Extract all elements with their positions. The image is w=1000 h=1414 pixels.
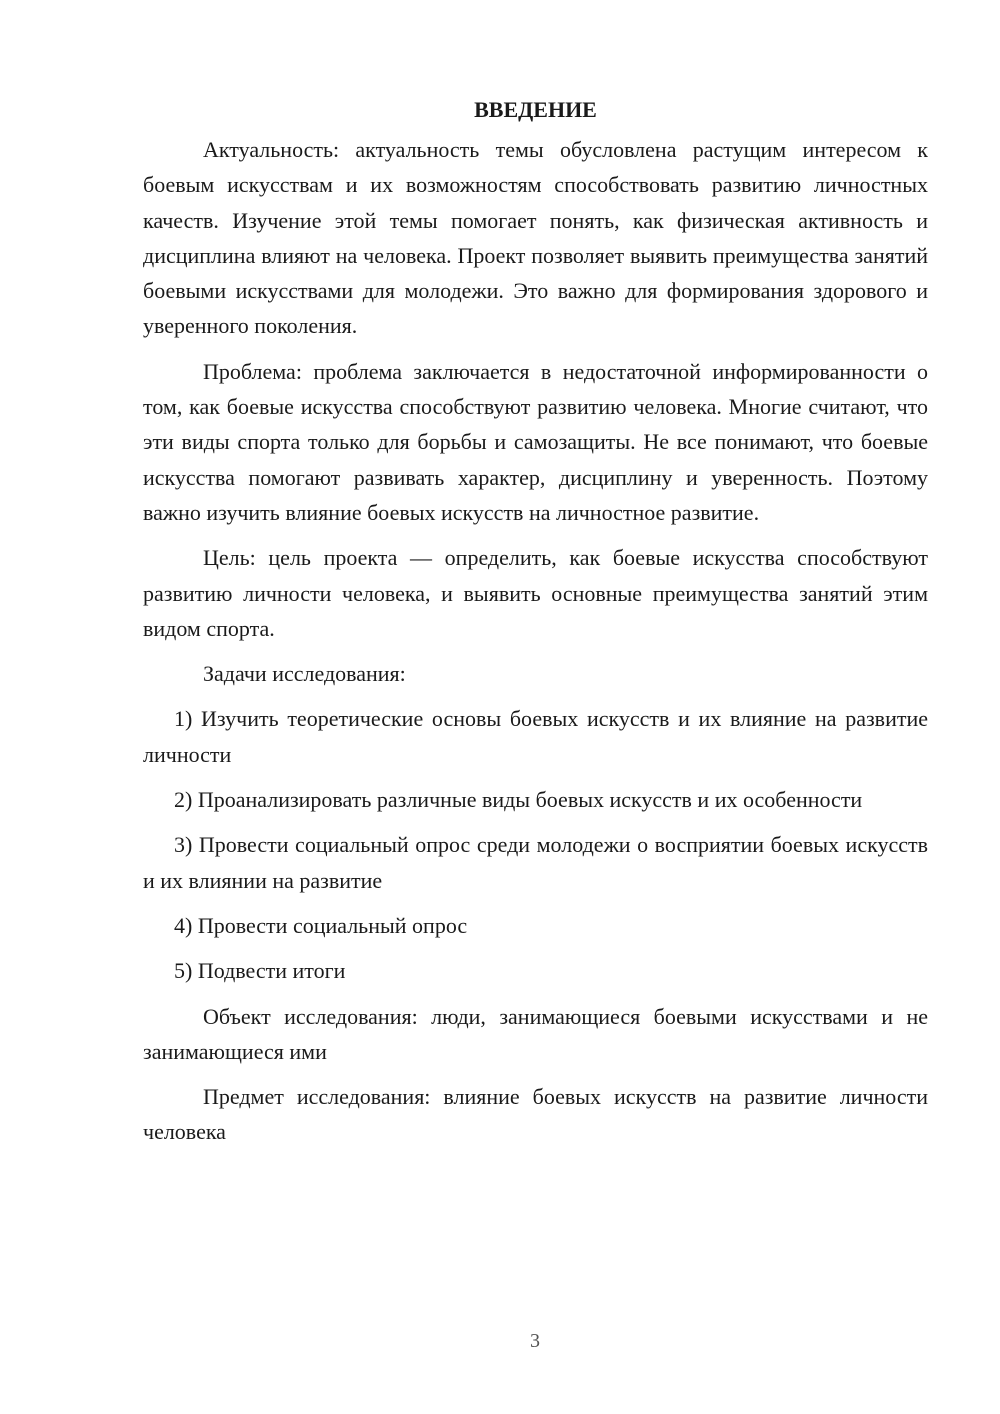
task-item-1: 1) Изучить теоретические основы боевых искусств и их влияние на развитие личности <box>143 706 928 767</box>
section-heading: ВВЕДЕНИЕ <box>474 97 597 122</box>
tasks-heading: Задачи исследования: <box>203 661 406 687</box>
relevance-paragraph: Актуальность: актуальность темы обусловлена растущим интересом к боевым искусствам и их возможностям способствовать развитию личностных качеств. Изучение этой темы помогает понять, как физическая активность и дисциплина влияют на человека. Проект позволяет выявить преимущества занятий боевыми искусствами для молодежи. Это важно для формирования здорового и уверенного поколения. <box>143 137 928 339</box>
document-page <box>143 92 928 1160</box>
page-number: 3 <box>530 1330 540 1352</box>
task-item-2: 2) Проанализировать различные виды боевых искусств и их особенности <box>174 787 863 813</box>
task-item-3: 3) Провести социальный опрос среди молодежи о восприятии боевых искусств и их влиянии на развитие <box>143 832 928 893</box>
object-paragraph: Объект исследования: люди, занимающиеся боевыми искусствами и не занимающиеся ими <box>143 1003 928 1064</box>
task-item-5: 5) Подвести итоги <box>174 958 346 984</box>
subject-paragraph: Предмет исследования: влияние боевых искусств на развитие личности человека <box>143 1084 928 1145</box>
goal-paragraph: Цель: цель проекта — определить, как боевые искусства способствуют развитию личности человека, и выявить основные преимущества занятий этим видом спорта. <box>143 545 928 641</box>
task-item-4: 4) Провести социальный опрос <box>174 912 468 938</box>
problem-paragraph: Проблема: проблема заключается в недостаточной информированности о том, как боевые искусства способствуют развитию человека. Многие считают, что эти виды спорта только для борьбы и самозащиты. Не все понимают, что боевые искусства помогают развивать характер, дисциплину и уверенность. Поэтому важно изучить влияние боевых искусств на личностное развитие. <box>143 358 928 525</box>
